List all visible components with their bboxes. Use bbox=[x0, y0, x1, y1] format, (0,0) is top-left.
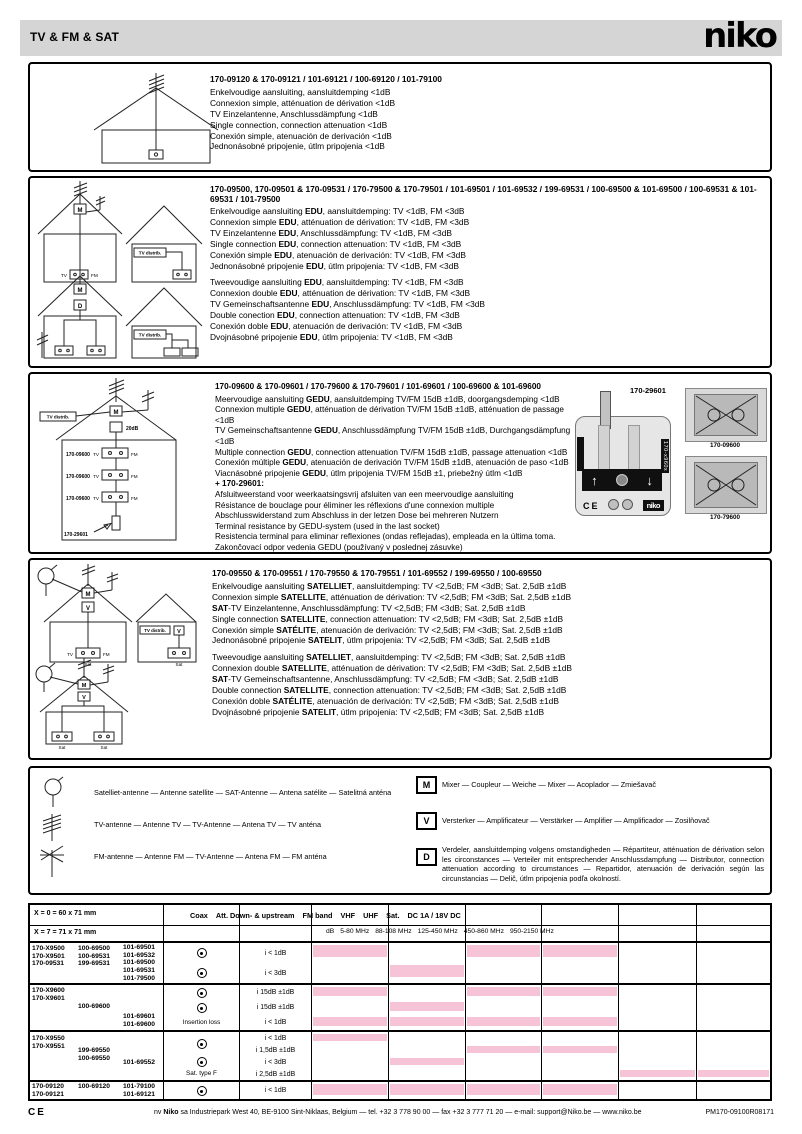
band-col bbox=[465, 1032, 541, 1080]
band-cell bbox=[389, 1015, 465, 1030]
text-line: Tweevoudige aansluiting SATELLIET, aansluitdemping: TV <2,5dB; FM <3dB; Sat. 2,5dB ±1dB bbox=[212, 652, 566, 663]
band-cell bbox=[697, 1000, 770, 1015]
section-edu-connection bbox=[28, 176, 772, 368]
band-col bbox=[618, 1082, 696, 1099]
tv-label: TV bbox=[93, 452, 99, 457]
tv-label: TV bbox=[93, 496, 99, 501]
arrow-band bbox=[582, 469, 662, 491]
band-cell bbox=[466, 943, 541, 963]
product-codes-cell bbox=[30, 1082, 163, 1099]
band-cell bbox=[542, 1032, 618, 1044]
page-title: TV & FM & SAT bbox=[30, 30, 120, 44]
band-cell bbox=[466, 1082, 541, 1099]
product-code: 170-X9500 bbox=[32, 945, 65, 952]
attenuation-cell bbox=[239, 985, 311, 1030]
band-cell bbox=[389, 1068, 465, 1080]
text-line: Zakončovací odpor vedenia GEDU (používaný v poslednej zásuvke) bbox=[215, 542, 463, 552]
attenuation-value: i < 1dB bbox=[264, 1019, 287, 1026]
product-codes-title: 170-09550 & 170-09551 / 170-79550 & 170-79551 / 101-69552 / 199-69550 / 100-69550 bbox=[212, 568, 542, 578]
range-125-450: 125-450 MHz bbox=[417, 928, 458, 935]
band-cell bbox=[619, 1044, 696, 1056]
range-88-108: 88-108 MHz bbox=[375, 928, 412, 935]
text-line: Jednonásobné pripojenie, útlm pripojenia <1dB bbox=[210, 141, 385, 152]
screw-icon bbox=[608, 499, 619, 510]
coax-connector-icon bbox=[197, 968, 207, 978]
text-line: Jednonásobné pripojenie SATELIT, útlm pripojenia: TV <2,5dB; FM <3dB; Sat. 2,5dB ±1dB bbox=[212, 635, 551, 646]
section-gedu-connection bbox=[28, 372, 772, 554]
product-code: 101-79100 bbox=[123, 1083, 155, 1090]
legend-satellite-antenna: Satelliet-antenne — Antenne satellite — SAT-Antenne — Antena satélite — Satelitná anténa bbox=[94, 788, 392, 797]
text-line: Meervoudige aansluiting GEDU, aansluitdemping TV/FM 15dB ±1dB, doorgangsdemping <1dB bbox=[215, 394, 560, 404]
product-code: 170-09120 bbox=[32, 1083, 64, 1090]
product-code: 100-69120 bbox=[78, 1083, 110, 1090]
band-cell bbox=[697, 963, 770, 983]
band-col bbox=[465, 1082, 541, 1099]
mixer-label: M bbox=[113, 410, 119, 416]
tv-label: TV bbox=[60, 274, 67, 279]
band-cell bbox=[619, 1082, 696, 1099]
band-col bbox=[311, 1082, 388, 1099]
band-cell bbox=[312, 943, 388, 963]
product-code: 100-69531 bbox=[78, 952, 110, 960]
band-cell bbox=[312, 1000, 388, 1015]
band-cell bbox=[619, 1015, 696, 1030]
text-line: Enkelvoudige aansluiting SATELLIET, aansluitdemping: TV <2,5dB; FM <3dB; Sat. 2,5dB ±1dB bbox=[212, 580, 567, 591]
coax-connector-icon bbox=[197, 1003, 207, 1013]
band-cell bbox=[466, 1015, 541, 1030]
attenuation-value: i < 3dB bbox=[264, 1058, 287, 1066]
amplifier-label: V bbox=[85, 606, 91, 612]
attenuation-value: i < 1dB bbox=[264, 1087, 287, 1094]
range-450-860: 450-860 MHz bbox=[463, 928, 504, 935]
text-line: TV Gemeinschaftsantenne GEDU, Anschlussdämpfung TV/FM 15dB ±1dB, Durchgangsdämpfung <1dB bbox=[215, 426, 571, 446]
band-cell bbox=[697, 943, 770, 963]
product-code: 170-09121 bbox=[32, 1090, 64, 1098]
band-col bbox=[311, 985, 388, 1030]
band-cell bbox=[542, 1082, 618, 1099]
band-cell bbox=[697, 1082, 770, 1099]
band-col bbox=[696, 943, 770, 983]
text-line: Dvojnásobné pripojenie EDU, útlm pripojenia: TV <1dB, FM <3dB bbox=[210, 331, 453, 342]
legend-tv-antenna: TV-antenne — Antenne TV — TV-Antenne — Antena TV — TV anténa bbox=[94, 820, 322, 829]
band-cell bbox=[389, 1000, 465, 1015]
text-line: Single connection, connection attenuation <1dB bbox=[210, 119, 388, 130]
house-diagram-single bbox=[70, 68, 220, 166]
band-cell bbox=[697, 985, 770, 1000]
table-group-basic bbox=[30, 1080, 770, 1099]
product-codes-title: 170-09600 & 170-09601 / 170-79600 & 170-79601 / 101-69601 / 100-69600 & 101-69600 bbox=[215, 382, 541, 391]
fm-label: FM bbox=[131, 496, 138, 501]
band-cell bbox=[389, 1082, 465, 1099]
coax-cell bbox=[163, 943, 239, 983]
sat-label: Sat bbox=[175, 662, 183, 667]
range-5-80: 5-80 MHz bbox=[340, 928, 370, 935]
text-line: Connexion simple SATELLITE, atténuation de dérivation: TV <2,5dB; FM <3dB; Sat. 2,5dB ±1dB bbox=[212, 591, 572, 602]
product-code: 101-69121 bbox=[123, 1090, 155, 1098]
niko-logo: niko bbox=[703, 16, 776, 56]
text-line: Multiple connection GEDU, connection attenuation TV/FM 15dB ±1dB, passage attenuation <1dB bbox=[215, 447, 568, 457]
product-code: 170-X9550 bbox=[32, 1035, 65, 1042]
satellite-dish-icon bbox=[40, 776, 66, 810]
product-code: 170-X9501 bbox=[32, 952, 65, 960]
product-code: 101-69600 bbox=[123, 1020, 155, 1028]
text-line: Conexión doble EDU, atenuación de derivación: TV <1dB, FM <3dB bbox=[210, 321, 463, 332]
attenuation-cell bbox=[239, 1032, 311, 1080]
attenuation-value: i 15dB ±1dB bbox=[256, 989, 295, 996]
attenuation-value: i < 3dB bbox=[264, 969, 287, 977]
mixer-label: M bbox=[81, 683, 87, 689]
product-code: 101-69531 bbox=[123, 967, 155, 975]
band-cell bbox=[619, 963, 696, 983]
coax-connector-icon bbox=[197, 1057, 207, 1067]
legend-fm-antenna: FM-antenne — Antenne FM — TV-Antenne — Antena FM — FM anténa bbox=[94, 852, 327, 861]
terminator-product-photo bbox=[575, 416, 671, 516]
band-col bbox=[541, 985, 618, 1030]
distributor-label: D bbox=[77, 304, 83, 310]
product-code: 101-69500 bbox=[123, 959, 155, 967]
text-line: Dvojnásobné pripojenie SATELIT, útlm pripojenia: TV <2,5dB; FM <3dB; Sat. 2,5dB ±1dB bbox=[212, 706, 545, 717]
band-cell bbox=[542, 1068, 618, 1080]
band-cell bbox=[619, 1000, 696, 1015]
tv-label: TV bbox=[67, 652, 73, 657]
text-line: TV Gemeinschaftsantenne EDU, Anschlussdämpfung: TV <1dB, FM <3dB bbox=[210, 299, 485, 310]
amplifier-20db-label: 20dB bbox=[126, 426, 139, 432]
text-line: Afsluitweerstand voor weerkaatsingsvrij afsluiten van een meervoudige aansluiting bbox=[215, 489, 514, 499]
text-line: Connexion double EDU, atténuation de dérivation: TV <1dB, FM <3dB bbox=[210, 288, 471, 299]
text-line: Single connection EDU, connection attenuation: TV <1dB, FM <3dB bbox=[210, 238, 462, 249]
product-code: 199-69550 bbox=[78, 1047, 110, 1054]
band-cell bbox=[312, 1068, 388, 1080]
band-cell bbox=[542, 943, 618, 963]
band-cell bbox=[542, 1000, 618, 1015]
product-code: 170-X9601 bbox=[32, 994, 65, 1002]
product-code: 170-X9551 bbox=[32, 1042, 65, 1050]
band-cell bbox=[697, 1032, 770, 1044]
text-line: Conexión simple SATÉLITE, atenuación de derivación: TV <2,5dB; FM <3dB; Sat. 2,5dB ±1dB bbox=[212, 624, 563, 635]
band-cell bbox=[389, 1056, 465, 1068]
table-header bbox=[30, 905, 770, 941]
ce-mark: CE bbox=[583, 501, 600, 511]
attenuation-value: i 15dB ±1dB bbox=[256, 1004, 295, 1011]
band-cell bbox=[312, 1015, 388, 1030]
text-line: Jednonásobné pripojenie EDU, útlm pripojenia: TV <1dB, FM <3dB bbox=[210, 260, 459, 271]
band-cell bbox=[312, 985, 388, 1000]
band-cell bbox=[466, 963, 541, 983]
product-code: 101-69532 bbox=[123, 951, 155, 959]
band-cell bbox=[542, 985, 618, 1000]
arrow-up-icon: ↑ bbox=[591, 472, 598, 488]
amplifier-label: V bbox=[177, 629, 181, 635]
band-cell bbox=[389, 963, 465, 983]
plate-side-label: 170-x960x bbox=[662, 441, 668, 472]
band-cell bbox=[619, 1032, 696, 1044]
text-line: Double conection EDU, connection attenuation: TV <1dB, FM <3dB bbox=[210, 310, 460, 321]
legend-mixer: Mixer — Coupleur — Weiche — Mixer — Acoplador — Zmiešavač bbox=[442, 780, 656, 789]
section-single-connection bbox=[28, 62, 772, 172]
band-cell bbox=[697, 1015, 770, 1030]
mixer-label: M bbox=[85, 592, 91, 598]
band-col bbox=[618, 985, 696, 1030]
band-col bbox=[618, 943, 696, 983]
band-col bbox=[388, 985, 465, 1030]
amplifier-symbol: V bbox=[416, 812, 437, 830]
product-code: 101-69552 bbox=[123, 1059, 155, 1066]
fm-label: FM bbox=[131, 474, 138, 479]
tv-label: TV bbox=[93, 474, 99, 479]
table-header-row2 bbox=[326, 928, 560, 935]
size-note-bottom: X = 7 = 71 x 71 mm bbox=[34, 929, 97, 936]
band-col bbox=[311, 943, 388, 983]
table-group-edu bbox=[30, 941, 770, 983]
legend-distributor: Verdeler, aansluitdemping volgens omstandigheden — Répartiteur, atténuation de dérivation selon les circonstances — Verteiler mit entsprechender Anschlussdampfung — Distributor, connection attenuation according to circumstances — Repartidor, atenuación de derivación según las circunstancias — Delič, útlm pripojenia podľa okolností. bbox=[442, 845, 764, 883]
band-cell bbox=[466, 1032, 541, 1044]
socket-photo-170-79600 bbox=[685, 456, 767, 514]
section-text bbox=[215, 382, 575, 554]
band-col bbox=[696, 1032, 770, 1080]
band-cell bbox=[542, 1056, 618, 1068]
band-col bbox=[541, 1082, 618, 1099]
document-reference: PM170-09100R08171 bbox=[705, 1109, 774, 1116]
band-cell bbox=[542, 963, 618, 983]
band-col bbox=[541, 943, 618, 983]
col-vhf: VHF bbox=[340, 911, 356, 920]
product-code: 170-X9600 bbox=[32, 987, 65, 994]
text-line: Enkelvoudige aansluiting, aansluitdemping <1dB bbox=[210, 86, 391, 97]
tv-distrib-label: TV distrib. bbox=[138, 332, 162, 338]
col-coax: Coax bbox=[190, 911, 208, 920]
band-cell bbox=[466, 1068, 541, 1080]
tv-distrib-label: TV distrib. bbox=[144, 628, 166, 633]
band-col bbox=[465, 943, 541, 983]
product-code: 100-69550 bbox=[78, 1054, 110, 1062]
table-group-sat bbox=[30, 1030, 770, 1080]
ce-mark: CE bbox=[28, 1107, 46, 1118]
text-line: Connexion simple, atténuation de dérivation <1dB bbox=[210, 97, 396, 108]
sat-label: Sat bbox=[84, 662, 92, 667]
section-text bbox=[210, 184, 758, 343]
band-cell bbox=[389, 943, 465, 963]
band-cell bbox=[619, 985, 696, 1000]
band-col bbox=[696, 985, 770, 1030]
text-line: Enkelvoudige aansluiting EDU, aansluitdemping: TV <1dB, FM <3dB bbox=[210, 206, 465, 216]
text-line: TV Einzelantenne, Anschlussdämpfung <1dB bbox=[210, 108, 378, 119]
text-line: SAT-TV Einzelantenne, Anschlussdämpfung: TV <2,5dB; FM <3dB; Sat. 2,5dB ±1dB bbox=[212, 602, 526, 613]
text-line: Single connection SATELLITE, connection attenuation: TV <2,5dB; FM <3dB; Sat. 2,5dB ±1dB bbox=[212, 613, 564, 624]
attenuation-value: i < 1dB bbox=[264, 1034, 287, 1042]
section-text bbox=[212, 568, 760, 718]
niko-logo-small: niko bbox=[643, 500, 664, 511]
arrow-down-icon: ↓ bbox=[646, 472, 653, 488]
band-col bbox=[388, 943, 465, 983]
band-col bbox=[465, 985, 541, 1030]
socket-photo-170-09600 bbox=[685, 388, 767, 442]
band-cell bbox=[312, 1056, 388, 1068]
band-col bbox=[541, 1032, 618, 1080]
band-cell bbox=[697, 1044, 770, 1056]
text-line: Résistance de bouclage pour éliminer les réflexions d'une connexion multiple bbox=[215, 500, 495, 510]
insertion-loss-note: Insertion loss bbox=[182, 1019, 221, 1026]
text-line: Viacnásobné pripojenie GEDU, útlm pripojenia TV/FM 15dB ±1, priebežný útlm <1dB bbox=[215, 468, 523, 478]
coax-connector-icon bbox=[197, 1086, 207, 1096]
band-cell bbox=[619, 943, 696, 963]
coax-cell bbox=[163, 1032, 239, 1080]
distributor-symbol: D bbox=[416, 848, 437, 866]
text-line: Connexion double SATELLITE, atténuation de dérivation: TV <2,5dB; FM <3dB; Sat. 2,5dB ±1dB bbox=[212, 663, 572, 674]
company-address: nv Niko sa Industriepark West 40, BE-9100 Sint-Niklaas, Belgium — tel. +32 3 778 90 00 — fax +32 3 777 71 20 — e-mail: support@Niko.be — www.niko.be bbox=[154, 1109, 642, 1116]
tv-distrib-label: TV distrib. bbox=[138, 250, 162, 256]
tv-distrib-label: TV distrib. bbox=[46, 414, 70, 420]
fm-label: FM bbox=[103, 652, 110, 657]
header-bar bbox=[20, 16, 782, 56]
table-group-gedu bbox=[30, 983, 770, 1030]
attenuation-value: i < 1dB bbox=[264, 949, 287, 957]
coax-cell bbox=[163, 985, 239, 1030]
col-fm-band: FM band bbox=[302, 911, 333, 920]
coax-connector-icon bbox=[197, 948, 207, 958]
product-code: 101-79500 bbox=[123, 974, 155, 982]
band-cell bbox=[542, 1044, 618, 1056]
col-uhf: UHF bbox=[363, 911, 379, 920]
product-codes-cell bbox=[30, 985, 163, 1030]
band-cell bbox=[312, 1032, 388, 1044]
text-line: Abschlusswiderstand zum Abschluss in der letzen Dose bei mehreren Nutzern bbox=[215, 511, 499, 521]
sat-label: Sat bbox=[100, 745, 108, 750]
fm-label: FM bbox=[91, 274, 98, 279]
band-cell bbox=[389, 1032, 465, 1044]
tv-antenna-icon bbox=[38, 812, 66, 844]
table-header-row1 bbox=[190, 911, 469, 920]
attenuation-value: i 1,5dB ±1dB bbox=[255, 1046, 296, 1054]
house-diagram-edu bbox=[34, 180, 206, 362]
coax-cell bbox=[163, 1082, 239, 1099]
terminator-code-label: 170-29601 bbox=[64, 532, 88, 538]
unit-db: dB bbox=[326, 928, 335, 935]
size-note-top: X = 0 = 60 x 71 mm bbox=[34, 910, 97, 917]
attenuation-cell bbox=[239, 943, 311, 983]
band-cell bbox=[619, 1056, 696, 1068]
band-cell bbox=[466, 1044, 541, 1056]
section-satellite-connection bbox=[28, 558, 772, 760]
product-codes-cell bbox=[30, 1032, 163, 1080]
band-cell bbox=[697, 1056, 770, 1068]
socket-code-label: 170-09600 bbox=[66, 474, 90, 480]
band-cell bbox=[466, 985, 541, 1000]
band-cell bbox=[312, 1082, 388, 1099]
text-line: Connexion simple EDU, atténuation de dérivation: TV <1dB, FM <3dB bbox=[210, 216, 470, 227]
mixer-label: M bbox=[77, 208, 83, 214]
product-codes-title: 170-09120 & 170-09121 / 101-69121 / 100-69120 / 101-79100 bbox=[210, 74, 442, 84]
range-950-2150: 950-2150 MHz bbox=[509, 928, 554, 935]
band-cell bbox=[466, 1056, 541, 1068]
band-cell bbox=[312, 963, 388, 983]
band-col bbox=[696, 1082, 770, 1099]
text-line: SAT-TV Gemeinschaftsantenne, Anschlussdämpfung: TV <2,5dB; FM <3dB; Sat. 2,5dB ±1dB bbox=[212, 674, 559, 685]
band-cell bbox=[697, 1068, 770, 1080]
product-code: 100-69500 bbox=[78, 945, 110, 952]
sat-type-f-note: Sat. type F bbox=[186, 1070, 217, 1077]
specs-table bbox=[28, 903, 772, 1101]
band-cell bbox=[389, 1044, 465, 1056]
side-strip bbox=[577, 437, 584, 471]
band-cell bbox=[619, 1068, 696, 1080]
band-col bbox=[311, 1032, 388, 1080]
product-codes-cell bbox=[30, 943, 163, 983]
band-cell bbox=[466, 1000, 541, 1015]
text-line: Terminal resistance by GEDU-system (used in the last socket) bbox=[215, 521, 440, 531]
col-attenuation: Att. Down- & upstream bbox=[215, 911, 295, 920]
product-codes-title: 170-09500, 170-09501 & 170-09531 / 170-79500 & 170-79501 / 101-69501 / 101-69532 / 199-69531 / 100-69500 & 101-69500 / 100-69531 & 101-69531 / 101-79500 bbox=[210, 184, 757, 204]
screw-icon bbox=[622, 499, 633, 510]
socket-channel bbox=[628, 425, 640, 471]
band-col bbox=[388, 1082, 465, 1099]
socket-channel bbox=[598, 425, 610, 471]
terminator-subtitle: + 170-29601: bbox=[215, 479, 264, 489]
mixer-label: M bbox=[77, 288, 83, 294]
attenuation-cell bbox=[239, 1082, 311, 1099]
band-col bbox=[388, 1032, 465, 1080]
socket-code-label: 170-09600 bbox=[66, 496, 90, 502]
fm-antenna-icon bbox=[38, 844, 66, 880]
amplifier-label: V bbox=[82, 695, 86, 701]
text-line: Conexión múltiple GEDU, atenuación de derivación TV/FM 15dB ±1dB, atenuación de paso <1dB bbox=[215, 458, 569, 468]
col-sat: Sat. bbox=[386, 911, 400, 920]
product-code: 101-69501 bbox=[123, 944, 155, 951]
product-code: 199-69531 bbox=[78, 960, 110, 968]
band-cell bbox=[389, 985, 465, 1000]
legend-box bbox=[28, 766, 772, 895]
product-code: 170-09531 bbox=[32, 960, 64, 968]
product-code: 100-69600 bbox=[78, 1003, 110, 1010]
coax-connector-icon bbox=[197, 988, 207, 998]
terminator-plug bbox=[600, 391, 611, 429]
band-col bbox=[618, 1032, 696, 1080]
product-code: 101-69601 bbox=[123, 1013, 155, 1020]
text-line: Conexión simple, atenuación de derivación <1dB bbox=[210, 130, 392, 141]
band-cell bbox=[542, 1015, 618, 1030]
sat-label: Sat bbox=[58, 745, 66, 750]
band-cell bbox=[312, 1044, 388, 1056]
photo-caption: 170-09600 bbox=[709, 442, 741, 449]
fm-label: FM bbox=[131, 452, 138, 457]
attenuation-value: i 2,5dB ±1dB bbox=[255, 1070, 296, 1078]
text-line: Tweevoudige aansluiting EDU, aansluitdemping: TV <1dB, FM <3dB bbox=[210, 277, 464, 288]
photo-caption: 170-79600 bbox=[709, 514, 741, 521]
house-diagram-gedu bbox=[36, 376, 206, 548]
screw-icon bbox=[616, 474, 628, 486]
socket-code-label: 170-09600 bbox=[66, 452, 90, 458]
text-line: Double connection SATELLITE, connection attenuation: TV <2,5dB; FM <3dB; Sat. 2,5dB ±1dB bbox=[212, 685, 567, 696]
text-line: TV Einzelantenne EDU, Anschlussdämpfung: TV <1dB, FM <3dB bbox=[210, 227, 452, 238]
coax-connector-icon bbox=[197, 1039, 207, 1049]
mixer-symbol: M bbox=[416, 776, 437, 794]
text-line: Resistencia terminal para eliminar reflexiones (ondas reflejadas), empleada en la última toma. bbox=[215, 532, 556, 542]
text-line: Connexion multiple GEDU, atténuation de dérivation TV/FM 15dB ±1dB, atténuation de passage <1dB bbox=[215, 405, 564, 425]
col-dc: DC 1A / 18V DC bbox=[407, 911, 461, 920]
section-text bbox=[210, 74, 750, 152]
legend-amplifier: Versterker — Amplificateur — Verstärker — Amplifier — Amplificador — Zosilňovač bbox=[442, 816, 710, 825]
house-diagram-sat bbox=[32, 562, 208, 754]
text-line: Conexión doble SATÉLITE, atenuación de derivación: TV <2,5dB; FM <3dB; Sat. 2,5dB ±1dB bbox=[212, 695, 559, 706]
terminator-product-label: 170-29601 bbox=[630, 386, 666, 395]
text-line: Conexión simple EDU, atenuación de derivación: TV <1dB, FM <3dB bbox=[210, 249, 466, 260]
